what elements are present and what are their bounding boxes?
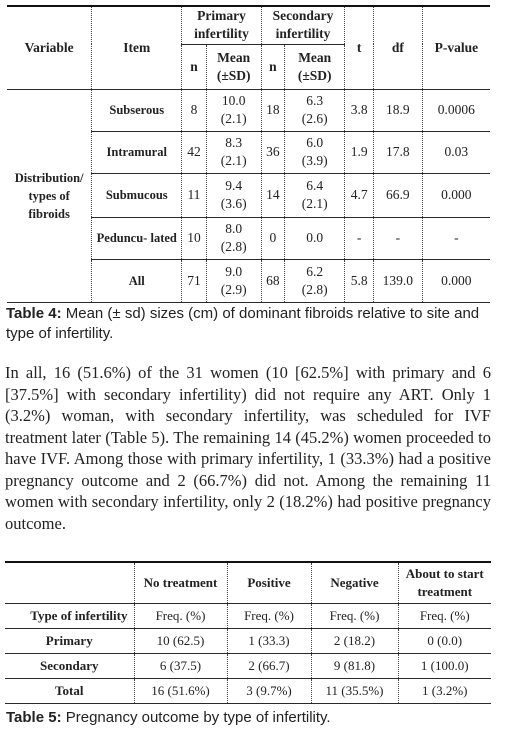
table-cell: 3 (9.7%) — [227, 678, 311, 703]
table-cell: 2 (66.7) — [227, 653, 311, 678]
mean-sd-cell: 6.3 (2.6) — [285, 89, 345, 131]
item-cell: Peduncu- lated — [92, 217, 182, 259]
group-label: Distribution/ types of fibroids — [7, 89, 92, 302]
mean-sd-cell: 8.0 (2.8) — [206, 217, 261, 259]
n-cell: 71 — [182, 259, 206, 302]
item-cell: Subserous — [92, 89, 182, 131]
table-cell: 2 (18.2) — [311, 628, 398, 653]
n-cell: 0 — [261, 217, 284, 259]
n-cell: 10 — [182, 217, 206, 259]
p-cell: 0.000 — [422, 173, 490, 217]
p-cell: 0.000 — [422, 259, 490, 302]
freq-header: Freq. (%) — [311, 603, 398, 628]
table-5 — [5, 561, 491, 704]
caption-text: Mean (± sd) sizes (cm) of dominant fibroids relative to site and type of infertility. — [6, 305, 480, 342]
negative-header: Negative — [311, 562, 398, 603]
n-cell: 14 — [261, 173, 284, 217]
item-header: Item — [92, 6, 182, 89]
primary-header: Primary infertility — [182, 6, 261, 44]
n-header: n — [182, 44, 206, 89]
df-cell: - — [373, 217, 422, 259]
mean-sd-header: Mean (±SD) — [206, 44, 261, 89]
variable-header: Variable — [7, 6, 92, 89]
t-header: t — [345, 6, 374, 89]
type-of-infertility-label: Type of infertility — [5, 603, 134, 628]
n-cell: 11 — [182, 173, 206, 217]
table-cell: 16 (51.6%) — [134, 678, 227, 703]
item-cell: All — [92, 259, 182, 302]
df-cell: 17.8 — [373, 131, 422, 173]
mean-sd-cell: 9.0 (2.9) — [206, 259, 261, 302]
mean-sd-cell: 9.4 (3.6) — [206, 173, 261, 217]
p-cell: 0.03 — [422, 131, 490, 173]
n-cell: 8 — [182, 89, 206, 131]
table-4 — [7, 5, 490, 303]
table-cell: 1 (3.2%) — [398, 678, 491, 703]
mean-sd-cell: 6.0 (3.9) — [285, 131, 345, 173]
item-cell: Intramural — [92, 131, 182, 173]
pvalue-header: P-value — [422, 6, 490, 89]
df-cell: 139.0 — [373, 259, 422, 302]
mean-sd-cell: 6.2 (2.8) — [285, 259, 345, 302]
n-cell: 68 — [261, 259, 284, 302]
p-cell: 0.0006 — [422, 89, 490, 131]
df-cell: 66.9 — [373, 173, 422, 217]
table-5-caption — [6, 708, 331, 728]
t-cell: 3.8 — [345, 89, 374, 131]
df-header: df — [373, 6, 422, 89]
caption-text: Pregnancy outcome by type of infertility. — [61, 709, 331, 726]
mean-sd-cell: 10.0 (2.1) — [206, 89, 261, 131]
empty-header-cell — [5, 562, 134, 603]
caption-label: Table 4: — [6, 305, 62, 322]
table-cell: 6 (37.5) — [134, 653, 227, 678]
row-label: Primary — [5, 628, 134, 653]
n-header: n — [261, 44, 284, 89]
t-cell: - — [345, 217, 374, 259]
item-cell: Submucous — [92, 173, 182, 217]
freq-header: Freq. (%) — [227, 603, 311, 628]
freq-header: Freq. (%) — [134, 603, 227, 628]
table-cell: 10 (62.5) — [134, 628, 227, 653]
table-cell: 1 (100.0) — [398, 653, 491, 678]
row-label: Secondary — [5, 653, 134, 678]
table-cell: 11 (35.5%) — [311, 678, 398, 703]
n-cell: 42 — [182, 131, 206, 173]
caption-label: Table 5: — [6, 709, 62, 726]
t-cell: 1.9 — [345, 131, 374, 173]
table-cell: 9 (81.8) — [311, 653, 398, 678]
table-cell: 0 (0.0) — [398, 628, 491, 653]
n-cell: 36 — [261, 131, 284, 173]
freq-header: Freq. (%) — [398, 603, 491, 628]
mean-sd-header: Mean (±SD) — [285, 44, 345, 89]
table-row — [5, 678, 491, 703]
no-treatment-header: No treatment — [134, 562, 227, 603]
about-to-start-header: About to start treatment — [398, 562, 491, 603]
table-cell: 1 (33.3) — [227, 628, 311, 653]
positive-header: Positive — [227, 562, 311, 603]
mean-sd-cell: 8.3 (2.1) — [206, 131, 261, 173]
secondary-header: Secondary infertility — [261, 6, 345, 44]
body-paragraph: In all, 16 (51.6%) of the 31 women (10 [62.5%] with primary and 6 [37.5%] with secondary infertility) did not require any ART. Only 1 (3.2%) woman, with secondary infertility, was scheduled for IVF treatment later (Table 5). The remaining 14 (45.2%) women proceeded to have IVF. Among those with primary infertility, 1 (33.3%) had a positive pregnancy outcome and 2 (66.7%) did not. Among the remaining 11 women with secondary infertility, only 2 (18.2%) had positive pregnancy outcome. — [5, 363, 491, 533]
p-cell: - — [422, 217, 490, 259]
n-cell: 18 — [261, 89, 284, 131]
row-label: Total — [5, 678, 134, 703]
mean-sd-cell: 0.0 — [285, 217, 345, 259]
table-row — [5, 628, 491, 653]
table-row — [7, 89, 490, 131]
mean-sd-cell: 6.4 (2.1) — [285, 173, 345, 217]
table-4-caption — [6, 304, 492, 344]
t-cell: 4.7 — [345, 173, 374, 217]
t-cell: 5.8 — [345, 259, 374, 302]
df-cell: 18.9 — [373, 89, 422, 131]
table-row — [5, 653, 491, 678]
